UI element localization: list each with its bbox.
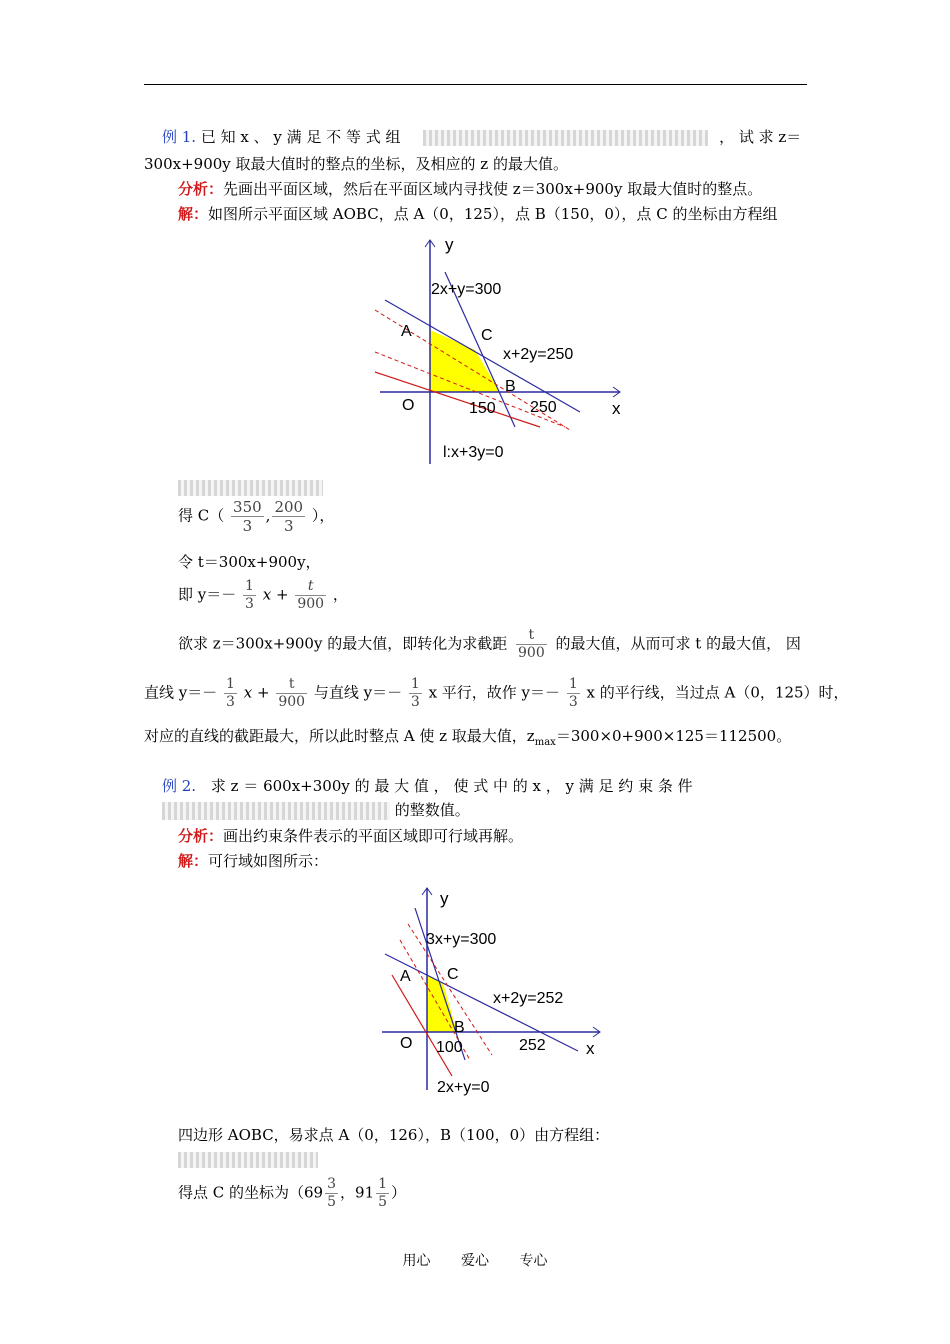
y-prefix: 即 y＝－ [178, 585, 237, 604]
ex2-line2-text: 的整数值。 [394, 801, 470, 819]
constraint-image [162, 802, 390, 820]
equation-system-image [178, 478, 323, 496]
three-den-c: 3 [410, 693, 420, 710]
para1b: 的最大值，从而可求 t 的最大值， 因 [555, 634, 801, 653]
inequality-image [423, 130, 708, 146]
para2b: 与直线 y＝－ [313, 683, 403, 702]
ex1-figure [365, 232, 635, 467]
d5-b: 5 [378, 1193, 388, 1210]
fig2-tick-252: 252 [519, 1037, 546, 1054]
para3a: 对应的直线的截距最大，所以此时整点 A 使 z 取最大值，z [144, 727, 535, 745]
fig2-point-b: B [454, 1019, 465, 1036]
analysis-text-2: 画出约束条件表示的平面区域即可行域再解。 [223, 827, 524, 845]
analysis-label: 分析： [178, 180, 224, 198]
ex2-label: 例 2. [162, 777, 197, 795]
ex2-figure [370, 880, 610, 1098]
fraction-350-3 [231, 498, 264, 535]
nine-hundred-den: 900 [297, 595, 325, 612]
para2d: x 的平行线，当过点 A（0，125）时， [586, 683, 849, 702]
fig2-label-x: x [586, 1039, 595, 1058]
analysis-text: 先画出平面区域，然后在平面区域内寻找使 z＝300x+900y 取最大值时的整点。 [223, 180, 763, 198]
d5: 5 [327, 1193, 337, 1210]
coord-prefix: 得点 C 的坐标为（69 [178, 1183, 324, 1202]
c-num1: 350 [233, 498, 262, 516]
ex1-point-c: 得 C（ $\frac{350}{3}$ , $\frac{200}{3}$ ）， [178, 498, 335, 535]
ex2-quad: 四边形 AOBC，易求点 A（0，126），B（100，0）由方程组： [178, 1126, 610, 1144]
fig-tick-150: 150 [469, 400, 496, 417]
ex1-para1 [178, 627, 801, 662]
fig2-point-c: C [447, 966, 459, 983]
header-rule [144, 84, 807, 85]
ex1-line2: 300x+900y 取最大值时的整点的坐标，及相应的 z 的最大值。 [144, 155, 568, 173]
fraction-t-900-c [276, 676, 307, 711]
one-num-c: 1 [410, 676, 420, 692]
ex2-analysis [178, 825, 523, 846]
fig-point-c: C [481, 327, 493, 344]
three-den: 3 [245, 595, 254, 612]
fraction-t-900 [295, 578, 326, 613]
fig-label-x: x [612, 399, 621, 418]
fraction-1-3-b [224, 676, 237, 711]
para2a: 直线 y＝－ [144, 683, 218, 702]
three-den-d: 3 [568, 693, 578, 710]
get-c-prefix: 得 C（ [178, 506, 225, 525]
fig2-label-l2: x+2y=252 [493, 990, 564, 1007]
fraction-1-3-d [567, 676, 580, 711]
fig2-point-o: O [400, 1035, 413, 1052]
ex1-label: 例 1. [162, 128, 197, 146]
one-num-b: 1 [226, 676, 235, 692]
z-max-sub: max [534, 737, 556, 748]
footer: 用心 爱心 专心 [402, 1253, 548, 1269]
get-c-suffix: ）， [311, 506, 335, 525]
c-num2: 200 [274, 498, 304, 516]
fraction-3-5 [325, 1176, 338, 1211]
let-t: 令 t＝300x+900y， [178, 553, 321, 571]
n3: 3 [327, 1176, 337, 1192]
equation-system-image-2 [178, 1150, 318, 1168]
fraction-1-3 [243, 578, 256, 613]
para3b: ＝300×0+900×125＝112500。 [555, 727, 792, 745]
analysis-label-2: 分析： [178, 827, 224, 845]
fraction-t-900-b [516, 627, 547, 662]
three-den-b: 3 [226, 693, 235, 710]
coord-suffix: ） [391, 1183, 407, 1202]
equation-system-blur [178, 480, 323, 496]
solution-text: 如图所示平面区域 AOBC，点 A（0，125），点 B（150，0），点 C 的坐标由方程组 [208, 205, 778, 223]
fig-tick-250: 250 [530, 399, 557, 416]
fig2-point-a: A [400, 968, 411, 985]
para1a: 欲求 z＝300x+900y 的最大值，即转化为求截距 [178, 634, 508, 653]
fraction-200-3 [272, 498, 305, 535]
x-plus-b: x + [243, 683, 270, 702]
ex2-line1-text: 求 z ＝ 600x+300y 的 最 大 值 ， 使 式 中 的 x ， y 满 足 约 束 条 件 [210, 777, 693, 795]
n1: 1 [378, 1176, 388, 1192]
ex1-analysis [178, 178, 762, 199]
fig-point-a: A [401, 323, 412, 340]
equation-system-blur-2 [178, 1152, 318, 1168]
c-den2: 3 [284, 517, 294, 535]
ex2-solution [178, 850, 328, 871]
ex1-line1a: 已 知 x 、 y 满 足 不 等 式 组 [200, 128, 401, 146]
ex2-line2 [162, 799, 470, 820]
ex2-point-c [178, 1176, 406, 1211]
t-num-b: t [516, 627, 547, 645]
nine-hundred-den-b: 900 [518, 644, 545, 661]
one-num-d: 1 [568, 676, 578, 692]
fraction-1-5 [376, 1176, 389, 1211]
solution-text-2: 可行域如图所示： [208, 852, 329, 870]
fraction-1-3-c [409, 676, 422, 711]
ex1-para2 [144, 676, 849, 711]
fig-point-o: O [402, 397, 415, 414]
coord-mid: ，91 [340, 1183, 375, 1202]
solution-label: 解： [178, 205, 209, 223]
ex1-y-equation [178, 578, 348, 613]
fig-label-l2: x+2y=250 [503, 346, 574, 363]
fig2-label-l3: 2x+y=0 [437, 1079, 490, 1096]
one-num: 1 [245, 578, 254, 594]
nine-hundred-den-c: 900 [278, 693, 306, 710]
fig2-label-y: y [440, 889, 449, 908]
t-num-c: t [276, 676, 307, 694]
fig-point-b: B [505, 378, 516, 395]
t-num: t [295, 578, 326, 596]
fig-label-y: y [445, 235, 454, 254]
x-plus: x + [262, 585, 289, 604]
fig-label-l3: l:x+3y=0 [443, 444, 504, 461]
ex1-para3 [144, 725, 791, 748]
comma: ， [332, 585, 348, 604]
fig2-tick-100: 100 [436, 1039, 463, 1056]
solution-label-2: 解： [178, 852, 209, 870]
ex1-solution [178, 203, 777, 224]
c-den1: 3 [242, 517, 253, 535]
para2c: x 平行，故作 y＝－ [428, 683, 561, 702]
ex1-line1b: ， 试 求 z＝ [719, 128, 802, 146]
ex1-line1 [162, 126, 801, 147]
fig-label-l1: 2x+y=300 [431, 281, 502, 298]
fig2-label-l1: 3x+y=300 [426, 931, 497, 948]
ex2-line1 [162, 775, 693, 796]
